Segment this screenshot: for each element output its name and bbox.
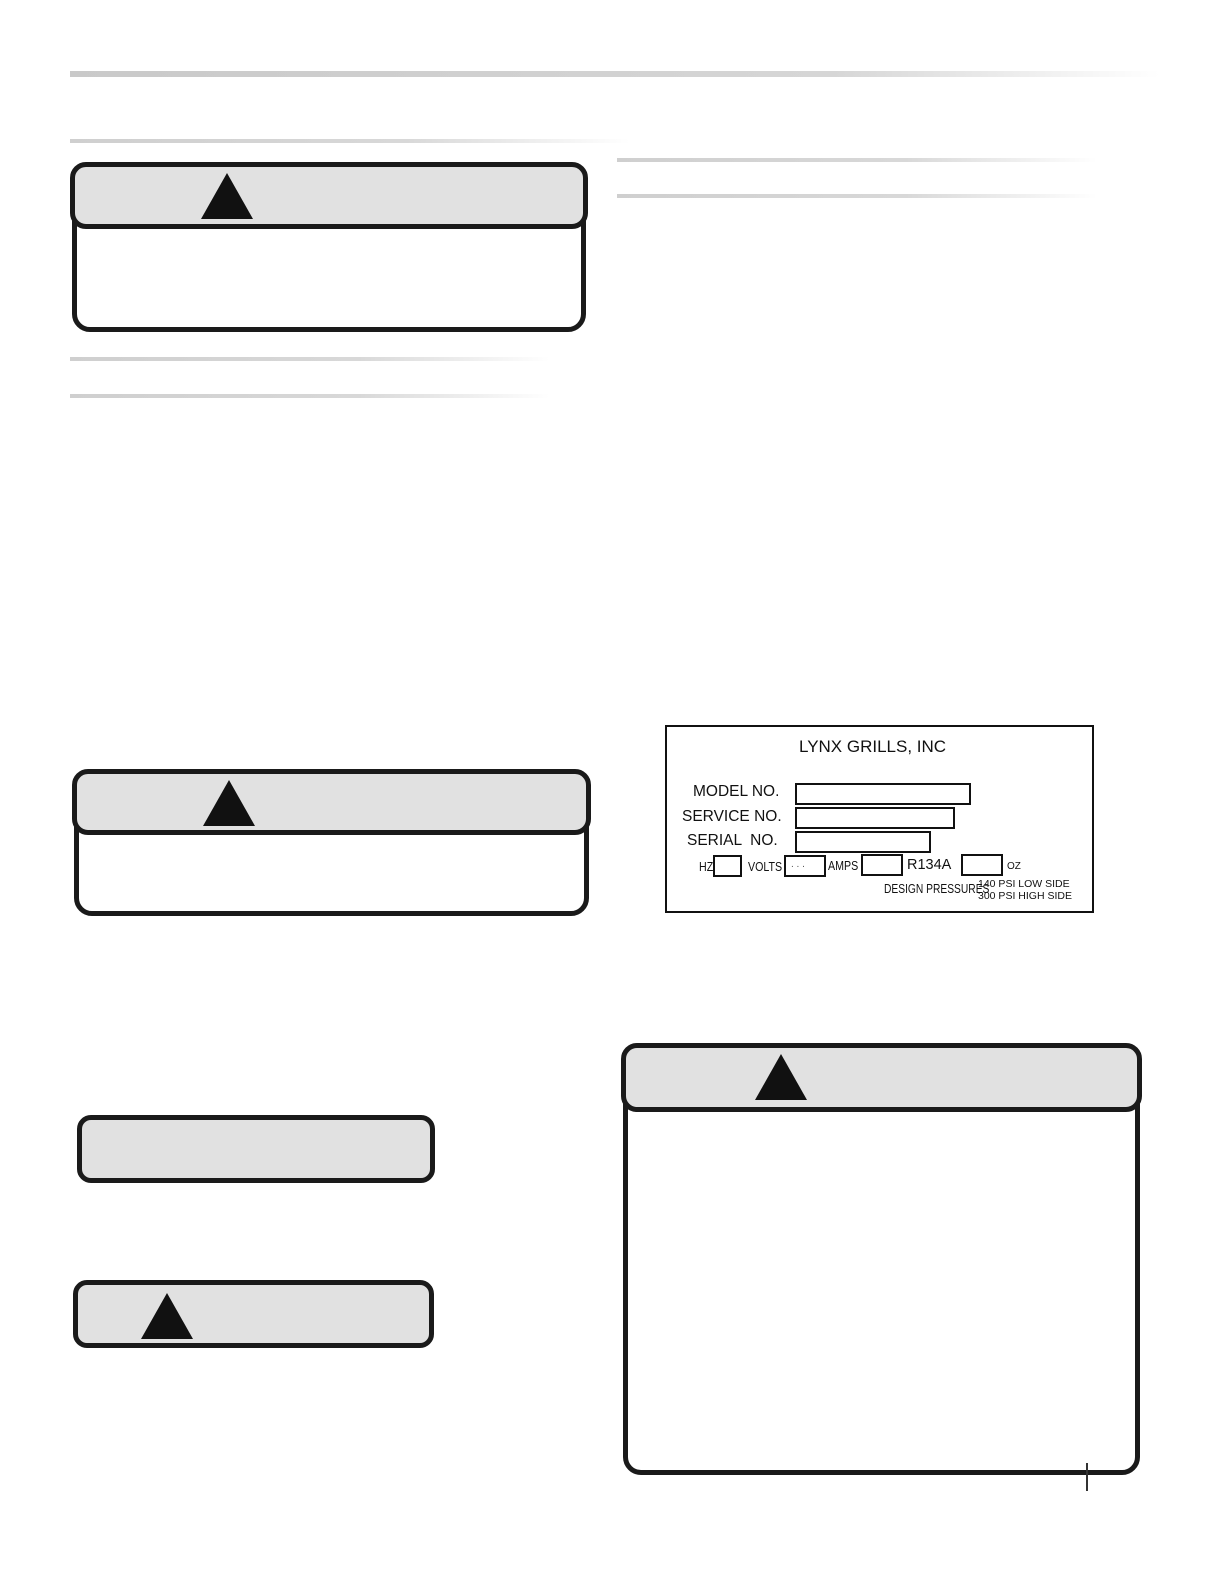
low-side-pressure: 140 PSI LOW SIDE — [978, 878, 1070, 890]
amps-label: AMPS — [828, 858, 859, 873]
warning-header-1 — [70, 162, 588, 229]
notice-box — [77, 1115, 435, 1183]
refrigerant-field — [961, 854, 1003, 876]
volts-value: . . . — [791, 859, 805, 870]
serial-number-label: SERIAL NO. — [687, 832, 778, 849]
volts-field — [784, 855, 826, 877]
warning-header-4 — [621, 1043, 1142, 1112]
warning-box-4 — [623, 1045, 1140, 1475]
section-rule-right-1 — [617, 158, 1097, 162]
serial-number-field — [795, 831, 931, 853]
warning-triangle-icon — [203, 780, 255, 826]
top-rule — [70, 71, 1160, 77]
hz-field — [713, 855, 742, 877]
warning-box-1 — [72, 164, 586, 332]
nameplate-company: LYNX GRILLS, INC — [799, 737, 947, 756]
hz-label: HZ — [699, 859, 714, 874]
volts-label: VOLTS — [748, 859, 783, 874]
model-number-label: MODEL NO. — [693, 783, 780, 800]
refrigerant-label: R134A — [907, 857, 952, 873]
service-number-field — [795, 807, 955, 829]
oz-label: OZ — [1007, 861, 1021, 872]
warning-triangle-icon — [201, 173, 253, 219]
section-rule-left-3 — [70, 394, 550, 398]
warning-triangle-icon — [141, 1293, 193, 1339]
warning-header-2 — [72, 769, 591, 835]
page-number-divider — [1086, 1463, 1088, 1491]
model-number-field — [795, 783, 971, 805]
warning-box-2 — [74, 771, 589, 916]
design-pressures-label: DESIGN PRESSURES — [884, 882, 990, 896]
warning-triangle-icon — [755, 1054, 807, 1100]
section-rule-left-2 — [70, 357, 550, 361]
section-rule-left-1 — [70, 139, 630, 143]
serial-nameplate — [665, 725, 1094, 913]
warning-box-3 — [73, 1280, 434, 1348]
high-side-pressure: 300 PSI HIGH SIDE — [978, 890, 1072, 902]
amps-field — [861, 854, 903, 876]
service-number-label: SERVICE NO. — [682, 808, 782, 825]
section-rule-right-2 — [617, 194, 1097, 198]
